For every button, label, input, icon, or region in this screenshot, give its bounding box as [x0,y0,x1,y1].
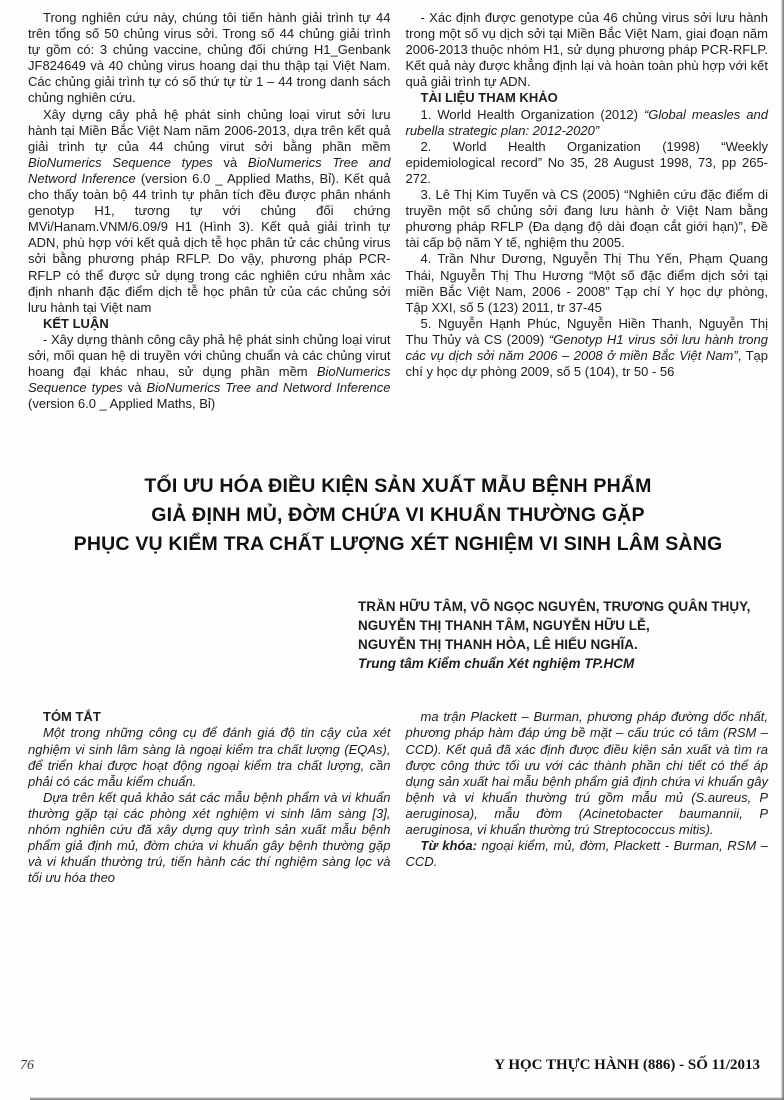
paragraph [406,187,769,251]
text-segment: ngoại kiểm, mủ, đờm, Plackett - Burman, RSM – CCD. [405,838,768,870]
paragraph [28,332,391,412]
text-segment: BioNumerics Sequence types [28,364,391,396]
text-segment: (version 6.0 _ Applied Maths, Bỉ). Kết quả cho thấy toàn bộ 44 trình tự phân tích đều được phân nhánh genotyp H1, tương tự với chủng đối chứng MVi/Hanam.VNM/6.09/9 H1 (Hình 3). Kết quả giải trình tự ADN, phù hợp với kết quả dịch tễ học phân tử các chủng virus sởi bằng phương pháp RFLP. Do vậy, phương pháp PCR-RFLP có thể được sử dụng trong các nghiên cứu nhằm xác định nhanh đặc điểm dịch tễ học phân tử của các chủng sởi lưu hành tại Việt nam [28,170,391,315]
text-segment: Từ khóa: [420,838,477,854]
top-right-column [406,10,769,412]
section-heading [28,709,391,725]
paragraph [406,139,769,187]
author-line-3: NGUYỄN THỊ THANH HÒA, LÊ HIẾU NGHĨA. [358,637,638,653]
text-segment: (version 6.0 _ Applied Maths, Bỉ) [28,396,216,412]
article-title-line-2: GIẢ ĐỊNH MỦ, ĐỜM CHỨA VI KHUẨN THƯỜNG GẶP [151,504,645,527]
section-heading [28,316,391,332]
paragraph [406,316,769,380]
page-footer [0,1057,784,1074]
text-segment: “Global measles and rubella strategic plan: 2012-2020” [405,106,768,138]
paragraph [406,107,769,139]
text-segment: Dựa trên kết quả khảo sát các mẫu bệnh phẩm và vi khuẩn thường gặp tại các phòng xét nghiệm vi sinh lâm sàng [3], nhóm nghiên cứu đã xây dựng quy trình sản xuất mẫu bệnh phẩm giả định mủ, đờm chứa vi khuẩn gây bệnh thường gặp và vi khuẩn thường trú, tiến hành các thí nghiệm sàng lọc và tối ưu hóa theo [28,789,391,886]
abstract-left-column [28,709,391,886]
paragraph [406,838,769,870]
text-segment: BioNumerics Tree and Netword Inference [146,380,391,396]
text-segment: KẾT LUẬN [43,315,109,331]
text-segment: Xây dựng cây phả hệ phát sinh chủng loại virut sởi lưu hành tại Miền Bắc Việt Nam năm 2006-2013, dựa trên kết quả giải trình tự của 44 chủng virut sởi bằng phần mềm [28,106,391,154]
text-segment: ma trận Plackett – Burman, phương pháp đường dốc nhất, phương pháp hàm đáp ứng bề mặt – cấu trúc có tâm (RSM – CCD). Kết quả đã xác định được điều kiện sản xuất và tìm ra được công thức tối ưu với các thành phần chi tiết có thể áp dụng sản xuất hai mẫu bệnh phẩm giả định chứa vi khuẩn gây bệnh và vi khuẩn thường trú gồm mẫu mủ (S.aureus, P aeruginosa), mẫu đờm (Acinetobacter baumannii, P aeruginosa, vi khuẩn thường trú Streptococcus mitis). [405,709,768,837]
text-segment: TÓM TẮT [43,709,101,725]
journal-name: Y HỌC THỰC HÀNH (886) - SỐ 11/2013 [494,1057,760,1073]
paragraph [28,107,391,316]
text-segment: BioNumerics Sequence types [28,154,213,170]
text-segment: BioNumerics Tree and Netword Inference [28,154,391,186]
text-segment: TÀI LIỆU THAM KHẢO [420,90,558,106]
paragraph [28,725,391,789]
article-title-line-1: TỐI ƯU HÓA ĐIỀU KIỆN SẢN XUẤT MẪU BỆNH PHẨM [144,475,652,498]
text-segment: và [212,154,248,170]
section-heading [406,90,769,106]
text-segment: 1. World Health Organization (2012) [420,106,644,122]
top-left-column [28,10,391,412]
abstract-section [28,709,768,886]
paragraph [406,251,769,315]
authors-block [358,597,768,673]
text-segment: , Tạp chí y học dự phòng 2009, số 5 (104), tr 50 - 56 [405,347,768,380]
text-segment: 2. World Health Organization (1998) “Weekly epidemiological record” No 35, 28 August 1998, 73, pp 265-272. [405,138,768,186]
author-line-2: NGUYỄN THỊ THANH TÂM, NGUYỄN HỮU LỄ, [358,618,650,634]
abstract-right-column [406,709,769,886]
text-segment: 5. Nguyễn Hạnh Phúc, Nguyễn Hiền Thanh, Nguyễn Thị Thu Thủy và CS (2009) [405,315,768,347]
text-segment: - Xây dựng thành công cây phả hệ phát sinh chủng loại virut sởi, mối quan hệ di truyền với chủng chuẩn và các chủng virut hoang đại khác nhau, sử dụng phần mềm [28,331,391,380]
article-title [28,472,768,559]
top-section [28,10,768,412]
paragraph [406,10,769,90]
paragraph [28,10,391,107]
affiliation: Trung tâm Kiểm chuẩn Xét nghiệm TP.HCM [358,656,635,672]
text-segment: Trong nghiên cứu này, chúng tôi tiến hành giải trình tự 44 trên tổng số 50 chủng virus sởi. Trong số 44 chủng giải trình tự gồm có: 3 chủng vaccine, chủng đối chứng H1_Genbank JF824649 và 40 chủng virus hoang dại thu thập tại Việt Nam. Các chủng giải trình tự có số thứ tự từ 1 – 44 trong danh sách chủng nghiên cứu. [28,10,391,106]
text-segment: Một trong những công cụ để đánh giá độ tin cậy của xét nghiệm vi sinh lâm sàng là ngoại kiểm tra chất lượng (EQAs), để triển khai được hoạt động ngoại kiểm tra chất lượng, cần phải có các mẫu kiểm chuẩn. [28,725,391,789]
text-segment: 3. Lê Thị Kim Tuyến và CS (2005) “Nghiên cứu đặc điểm di truyền một số chủng sởi đang lưu hành ở Việt Nam bằng phương pháp RFLP (Đa dạng độ dài đoạn cắt giới hạn)”, Đề tài cấp bộ năm Y tế, nghiệm thu 2005. [405,187,768,251]
text-segment: “Genotyp H1 virus sởi lưu hành trong các vụ dịch sởi năm 2006 – 2008 ở miền Bắc Việt Nam” [405,331,768,363]
article-title-line-3: PHỤC VỤ KIỂM TRA CHẤT LƯỢNG XÉT NGHIỆM VI SINH LÂM SÀNG [73,533,723,556]
text-segment: 4. Trần Như Dương, Nguyễn Thị Thu Yến, Phạm Quang Thái, Nguyễn Thị Thu Hương “Một số đặc điểm dịch sởi tại miền Bắc Việt Nam, 2006 - 2008” Tạp chí Y học dự phòng, Tập XXI, số 5 (123) 2011, tr 37-45 [405,251,768,315]
author-line-1: TRẦN HỮU TÂM, VÕ NGỌC NGUYÊN, TRƯƠNG QUÂN THỤY, [358,599,751,615]
text-segment: và [122,380,147,396]
page-number: 76 [20,1058,34,1073]
paragraph [28,790,391,887]
text-segment: - Xác định được genotype của 46 chủng virus sởi lưu hành trong một số vụ dịch sởi tại Miền Bắc Việt Nam, giai đoạn năm 2006-2013 thuộc nhóm H1, sử dụng phương pháp PCR-RFLP. Kết quả này được khẳng định lại và hoàn toàn phù hợp với kết quả giải trình tự ADN. [405,10,768,90]
paragraph [406,709,769,838]
